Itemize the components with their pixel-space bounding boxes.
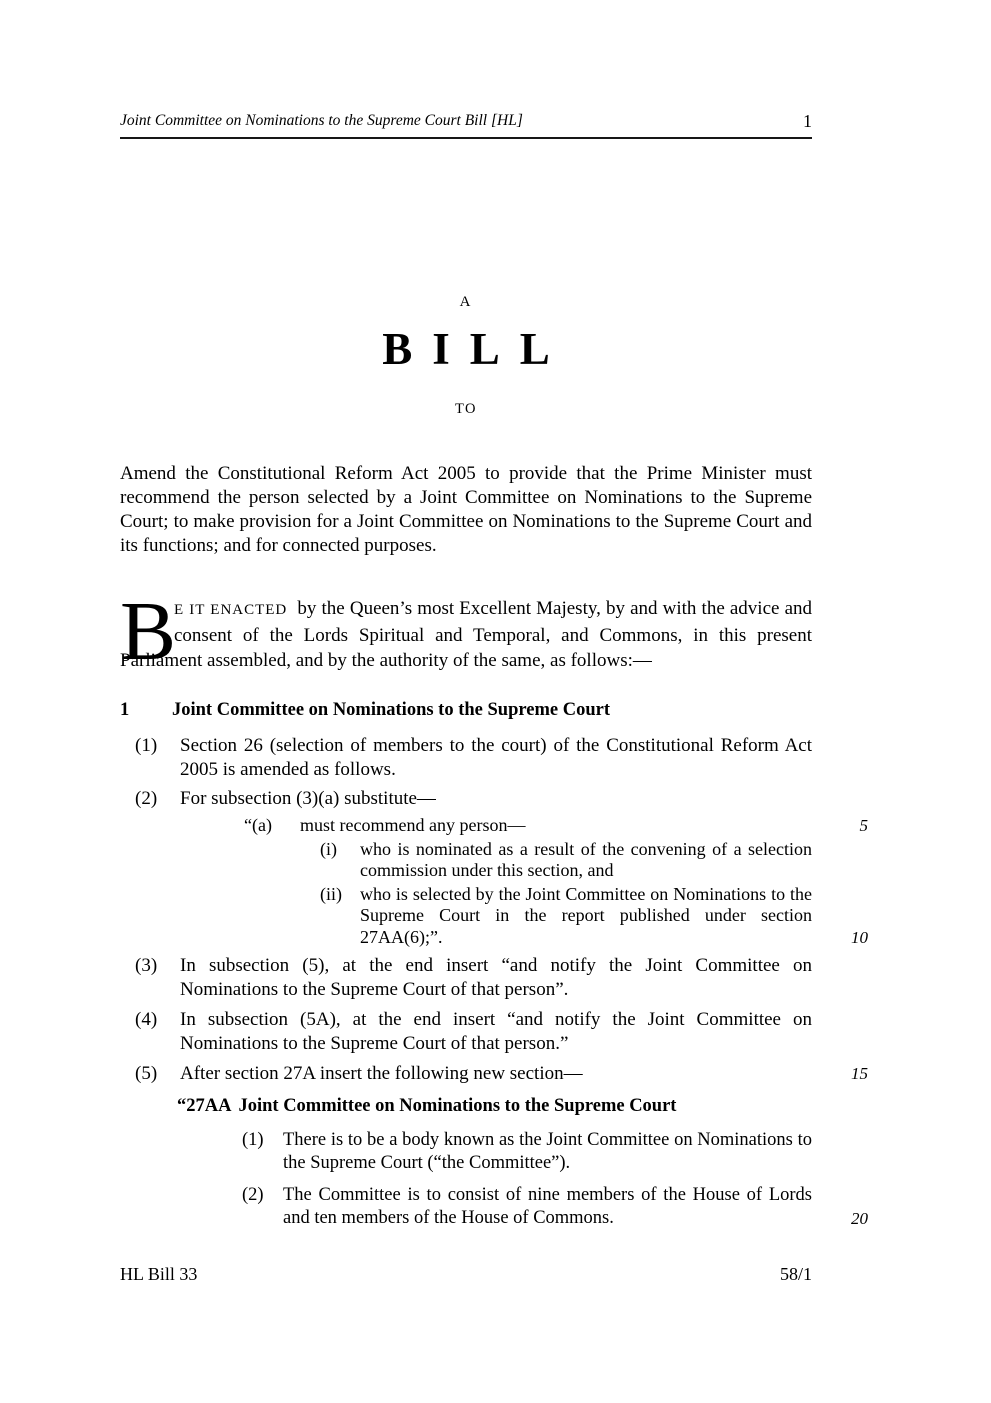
page-number: 1	[803, 111, 812, 131]
dropcap-letter: B	[120, 585, 177, 678]
subsection-4-text: In subsection (5A), at the end insert “and notify the Joint Committee on Nominations to the Supreme Court of that person.”	[180, 1009, 812, 1054]
new-section-subsection-2	[120, 1184, 868, 1230]
quoted-paragraph-a	[180, 815, 868, 837]
subsection-1	[120, 734, 812, 782]
quoted-paragraph-a-text: must recommend any person—	[300, 815, 526, 835]
subsection-5	[120, 1062, 868, 1086]
margin-line-number-15: 15	[851, 1064, 868, 1083]
clause-number: 1	[120, 700, 130, 720]
new-section-heading-text: Joint Committee on Nominations to the Supreme Court	[238, 1096, 677, 1116]
clause-heading	[120, 700, 812, 721]
subsection-2	[120, 787, 868, 948]
new-section-number: “27AA	[177, 1096, 232, 1116]
quoted-subparagraph-i-text: who is nominated as a result of the convening of a selection commission under this section, and	[360, 838, 812, 880]
subsection-4-number: (4)	[135, 1009, 158, 1030]
subsection-1-number: (1)	[135, 735, 158, 756]
quoted-paragraph-a-label: “(a)	[244, 815, 272, 835]
series-letter: A	[459, 294, 473, 310]
page-footer	[120, 1264, 812, 1285]
bill-title: BILL	[382, 324, 570, 374]
subsection-2-lead	[135, 787, 812, 811]
quoted-subparagraph-ii-label: (ii)	[320, 883, 342, 904]
new-section-subsection-1-number: (1)	[242, 1130, 264, 1150]
to-label: TO	[454, 401, 478, 417]
margin-line-number-10: 10	[851, 927, 868, 947]
bill-content	[120, 0, 868, 1403]
clause-heading-text: Joint Committee on Nominations to the Supreme Court	[172, 700, 610, 720]
quoted-subparagraph-ii	[180, 883, 868, 949]
subsection-3	[120, 954, 812, 1002]
enacting-formula	[120, 585, 812, 678]
new-section-subsection-2-number: (2)	[242, 1185, 264, 1205]
subsection-5-number: (5)	[135, 1063, 158, 1084]
bill-reference: HL Bill 33	[120, 1264, 198, 1284]
session-reference: 58/1	[779, 1264, 812, 1284]
new-section-subsection-2-text: The Committee is to consist of nine members of the House of Lords and ten members of the House of Commons.	[283, 1185, 812, 1228]
margin-line-number-5: 5	[859, 816, 868, 835]
subsection-3-text: In subsection (5), at the end insert “and notify the Joint Committee on Nominations to the Supreme Court of that person”.	[180, 955, 812, 1000]
subsection-2-number: (2)	[135, 788, 158, 809]
subsection-5-text: After section 27A insert the following new section—	[180, 1063, 583, 1084]
quoted-subparagraph-i	[180, 839, 812, 882]
running-title: Joint Committee on Nominations to the Supreme Court Bill [HL]	[120, 112, 523, 129]
new-section-subsection-1	[120, 1129, 812, 1175]
new-section-heading	[120, 1096, 812, 1117]
subsection-4	[120, 1008, 812, 1056]
subsection-2-text: For subsection (3)(a) substitute—	[180, 788, 436, 809]
quoted-subparagraph-ii-text: who is selected by the Joint Committee on Nominations to the Supreme Court in the report published under section 27AA(6);”.	[360, 883, 812, 947]
long-title: Amend the Constitutional Reform Act 2005 to provide that the Prime Minister must recommend the person selected by a Joint Committee on Nominations to the Supreme Court; to make provision for a Joint Committee on Nominations to the Supreme Court and its functions; and for connected purposes.	[120, 463, 812, 556]
margin-line-number-20: 20	[851, 1209, 868, 1228]
enacting-text: by the Queen’s most Excellent Majesty, by and with the advice and consent of the Lords Spiritual and Temporal, and Commons, in this present Parliament assembled, and by the authority of the same, as follows:—	[120, 598, 812, 671]
subsection-3-number: (3)	[135, 955, 158, 976]
new-section-subsection-1-text: There is to be a body known as the Joint Committee on Nominations to the Supreme Court (“the Committee”).	[283, 1130, 812, 1173]
enacting-smallcaps: E IT ENACTED	[174, 602, 288, 618]
quoted-subparagraph-i-label: (i)	[320, 838, 337, 859]
subsection-1-text: Section 26 (selection of members to the court) of the Constitutional Reform Act 2005 is amended as follows.	[180, 735, 812, 780]
